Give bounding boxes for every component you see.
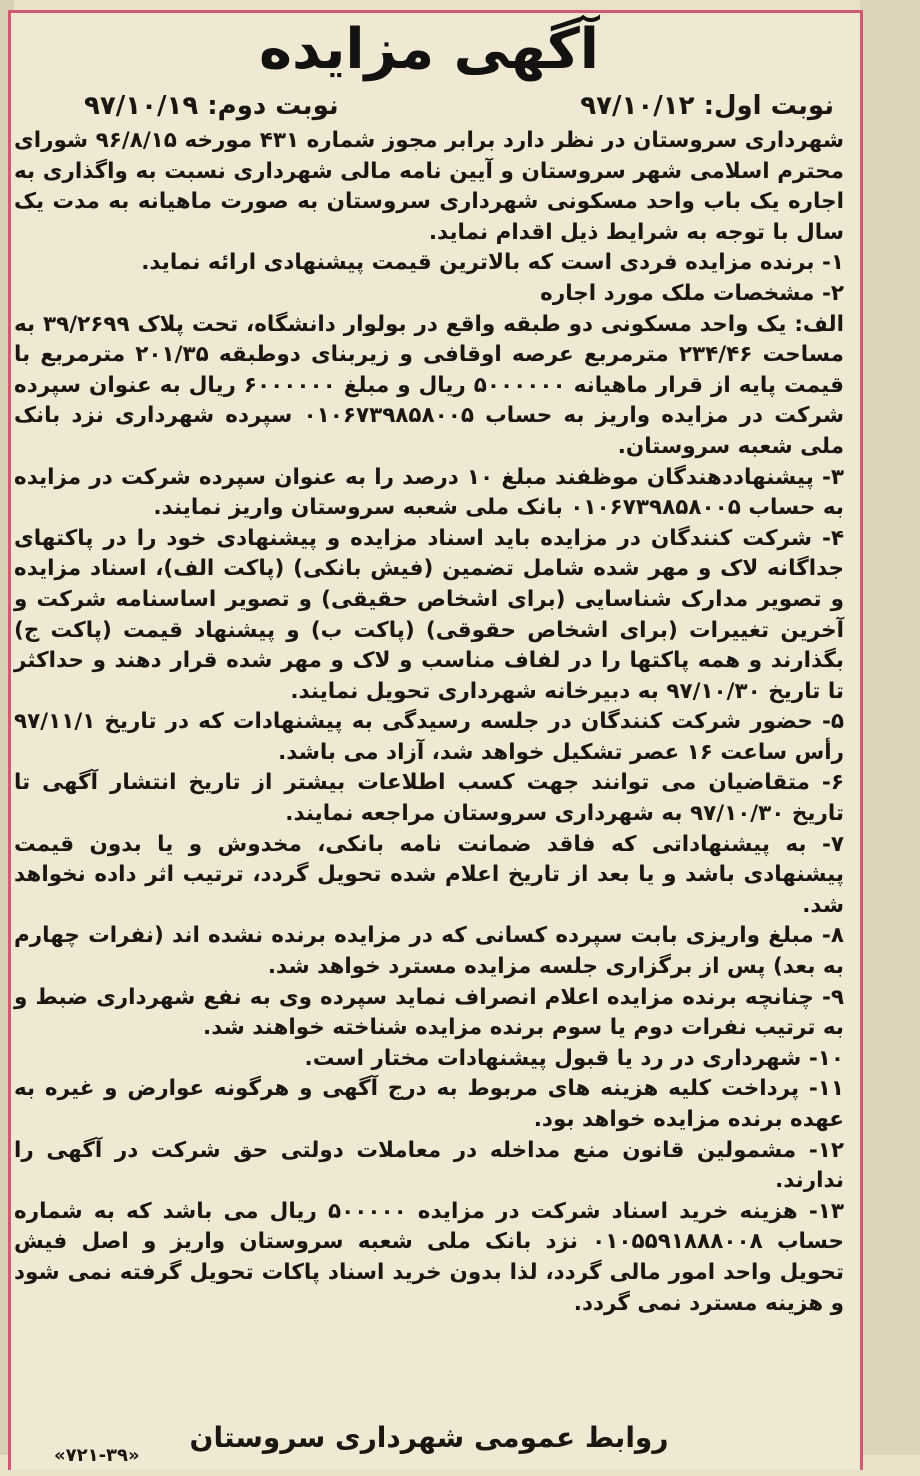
condition-6: ۶- متقاضیان می توانند جهت کسب اطلاعات بیشتر از تاریخ انتشار آگهی تا تاریخ ۹۷/۱۰/۳۰ به شهرداری سروستان مراجعه نمایند. bbox=[14, 770, 844, 827]
condition-5: ۵- حضور شرکت کنندگان در جلسه رسیدگی به پیشنهادات که در تاریخ ۹۷/۱۱/۱ رأس ساعت ۱۶ عصر تشکیل خواهد شد، آزاد می باشد. bbox=[14, 709, 844, 765]
condition-3: ۳- پیشنهاددهندگان موظفند مبلغ ۱۰ درصد را به عنوان سپرده شرکت در مزایده به حساب ۰۱۰۶۷۳۹۸۵۸۰۰۵ بانک ملی شعبه سروستان واریز نمایند. bbox=[14, 464, 844, 521]
second-publication-date: نوبت دوم: ۹۷/۱۰/۱۹ bbox=[84, 91, 339, 121]
auction-notice bbox=[14, 14, 844, 1319]
condition-2: ۲- مشخصات ملک مورد اجاره bbox=[540, 280, 844, 306]
condition-9: ۹- چنانچه برنده مزایده اعلام انصراف نماید سپرده وی به نفع شهرداری ضبط و به ترتیب نفرات دوم یا سوم برنده مزایده شناخته خواهند شد. bbox=[14, 984, 844, 1041]
notice-code: «۷۲۱-۳۹» bbox=[54, 1445, 140, 1466]
condition-11: ۱۱- پرداخت کلیه هزینه های مربوط به درج آگهی و هرگونه عوارض و غیره به عهده برنده مزایده خواهد بود. bbox=[14, 1076, 844, 1132]
condition-7: ۷- به پیشنهاداتی که فاقد ضمانت نامه بانکی، مخدوش و یا بدون قیمت پیشنهادی باشد و یا بعد از تاریخ اعلام شده تحویل گردد، ترتیب اثر داده نخواهد شد. bbox=[14, 831, 844, 918]
notice-body bbox=[14, 126, 844, 1319]
first-publication-date: نوبت اول: ۹۷/۱۰/۱۲ bbox=[580, 91, 834, 121]
notice-footer bbox=[14, 1418, 844, 1466]
condition-1: ۱- برنده مزایده فردی است که بالاترین قیمت پیشنهادی ارائه نماید. bbox=[141, 250, 844, 276]
publisher-name: روابط عمومی شهرداری سروستان bbox=[189, 1421, 669, 1454]
adjacent-page-strip bbox=[860, 0, 920, 1455]
condition-13: ۱۳- هزینه خرید اسناد شرکت در مزایده ۵۰۰۰۰۰ ریال می باشد که به شماره حساب ۰۱۰۵۵۹۱۸۸۸۰۰۸ نزد بانک ملی شعبه سروستان واریز و اصل فیش تحویل واحد امور مالی گردد، لذا بدون خرید اسناد پاکات تحویل گرفته نمی شود و هزینه مسترد نمی گردد. bbox=[14, 1198, 844, 1316]
condition-2a: الف: یک واحد مسکونی دو طبقه واقع در بولوار دانشگاه، تحت پلاک ۳۹/۲۶۹۹ به مساحت ۲۳۴/۴۶ مترمربع عرصه اوقافی و زیربنای دوطبقه ۲۰۱/۳۵ مترمربع با قیمت پایه از قرار ماهیانه ۵۰۰۰۰۰۰ ریال و مبلغ ۶۰۰۰۰۰۰ ریال به عنوان سپرده شرکت در مزایده واریز به حساب ۰۱۰۶۷۳۹۸۵۸۰۰۵ سپرده شهرداری نزد بانک ملی شعبه سروستان. bbox=[14, 311, 844, 459]
condition-10: ۱۰- شهرداری در رد یا قبول پیشنهادات مختار است. bbox=[304, 1045, 844, 1071]
condition-12: ۱۲- مشمولین قانون منع مداخله در معاملات دولتی حق شرکت در آگهی را ندارند. bbox=[14, 1137, 844, 1194]
condition-4: ۴- شرکت کنندگان در مزایده باید اسناد مزایده و پیشنهادی خود را در پاکتهای جداگانه لاک و مهر شده شامل تضمین (فیش بانکی) (پاکت الف)، اسناد مزایده و تصویر مدارک شناسایی (برای اشخاص حقیقی) و تصویر اساسنامه شرکت و آخرین تغییرات (برای اشخاص حقوقی) (پاکت ب) و پیشنهاد قیمت (پاکت ج) بگذارند و همه پاکتها را در لفاف مناسب و لاک و مهر شده قرار دهند و حداکثر تا تاریخ ۹۷/۱۰/۳۰ به دبیرخانه شهرداری تحویل نمایند. bbox=[14, 525, 844, 704]
notice-title: آگهی مزایده bbox=[258, 17, 600, 82]
notice-intro: شهرداری سروستان در نظر دارد برابر مجوز شماره ۴۳۱ مورخه ۹۶/۸/۱۵ شورای محترم اسلامی شهر سروستان و آیین نامه مالی شهرداری نسبت به واگذاری به اجاره یک باب واحد مسکونی شهرداری سروستان به صورت ماهیانه به مدت یک سال با توجه به شرایط ذیل اقدام نماید. bbox=[14, 128, 844, 245]
condition-8: ۸- مبلغ واریزی بابت سپرده کسانی که در مزایده برنده نشده اند (نفرات چهارم به بعد) پس از برگزاری جلسه مزایده مسترد خواهد شد. bbox=[14, 923, 844, 980]
publication-dates bbox=[14, 86, 844, 126]
